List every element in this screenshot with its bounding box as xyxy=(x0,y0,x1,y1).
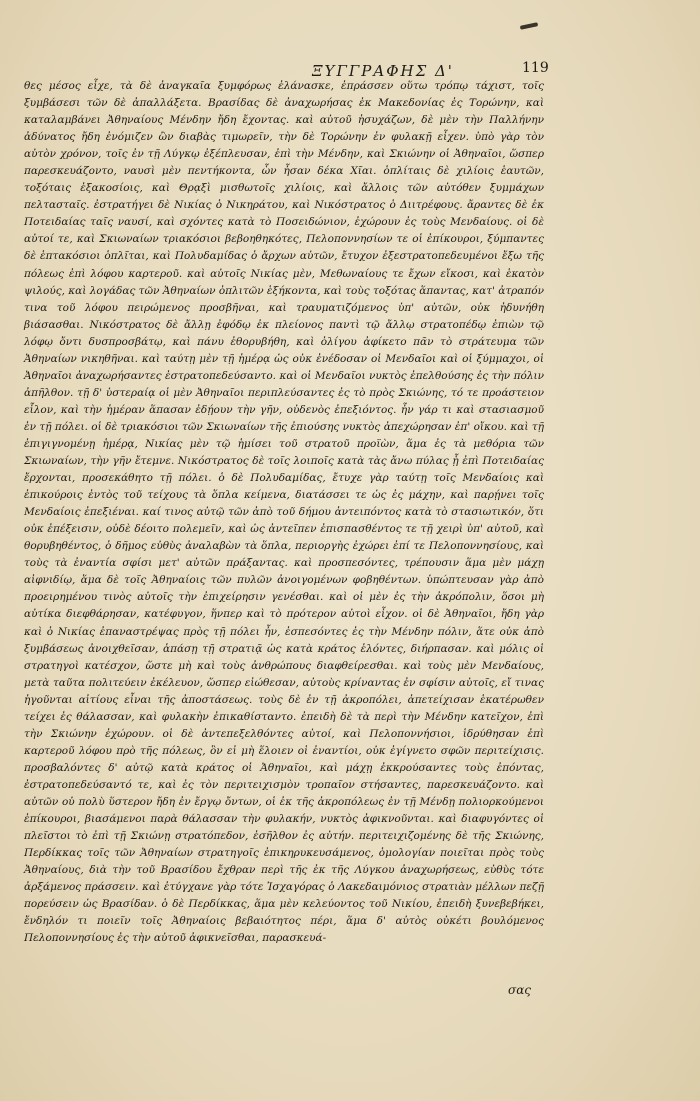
ink-mark xyxy=(520,22,538,30)
catchword: σας xyxy=(508,983,532,997)
running-title: ΞΥΓΓΡΑΦΗΣ Δ' xyxy=(312,62,454,80)
page-number: 119 xyxy=(522,60,549,76)
body-text: θες μέσος εἶχε, τὰ δὲ ἀναγκαῖα ξυμφόρως ἐλάνασκε, ἐπράσσεν οὕτω τρόπῳ τάχιστ, τοῖς ξυμβάσεσι τῶν δὲ ἀπαλλάξετα. Βρασίδας δὲ ἀναχωρήσας ἐκ Μακεδονίας ἐς Τορώνην, καὶ καταλαμβάνει Ἀθηναίους Μένδην ἤδη ἔχοντας. καὶ αὐτοῦ ἡσυχάζων, δὲ μὲν τὴν Παλλήνην ἀδύνατος ἤδη ἐνόμιζεν ὢν διαβὰς τιμωρεῖν, τὴν δὲ Τορώνην ἐν φυλακῇ εἶχεν. ὑπὸ γὰρ τὸν αὐτὸν χρόνον, τοῖς ἐν τῇ Λύγκῳ ἐξέπλευσαν, ἐπὶ τὴν Μένδην, καὶ Σκιώνην οἱ Ἀθηναῖοι, ὥσπερ παρεσκευάζοντο, ναυσὶ μὲν πεντήκοντα, ὧν ἦσαν δέκα Χῖαι. ὁπλίταις δὲ χιλίοις ἑαυτῶν, τοξόταις ἑξακοσίοις, καὶ Θρᾳξὶ μισθωτοῖς χιλίοις, καὶ ἄλλοις τῶν αὐτόθεν ξυμμάχων πελτασταῖς. ἐστρατήγει δὲ Νικίας ὁ Νικηράτου, καὶ Νικόστρατος ὁ Διιτρέφους. ἄραντες δὲ ἐκ Ποτειδαίας ταῖς ναυσί, καὶ σχόντες κατὰ τὸ Ποσειδώνιον, ἐχώρουν ἐς τοὺς Μενδαίους. οἱ δὲ αὐτοί τε, καὶ Σκιωναίων τριακόσιοι βεβοηθηκότες, Πελοποννησίων τε οἱ ἐπίκουροι, ξύμπαντες δὲ ἑπτακόσιοι ὁπλῖται, καὶ Πολυδαμίδας ὁ ἄρχων αὐτῶν, ἔτυχον ἐξεστρατοπεδευμένοι ἔξω τῆς πόλεως ἐπὶ λόφου καρτεροῦ. καὶ αὐτοῖς Νικίας μὲν, Μεθωναίους τε ἔχων εἴκοσι, καὶ ἑκατὸν ψιλούς, καὶ λογάδας τῶν Ἀθηναίων ὁπλιτῶν ἑξήκοντα, καὶ τοὺς τοξότας ἅπαντας, κατ' ἀτραπόν τινα τοῦ λόφου πειρώμενος προσβῆναι, καὶ τραυματιζόμενος ὑπ' αὐτῶν, οὐκ ἠδυνήθη βιάσασθαι. Νικόστρατος δὲ ἄλλῃ ἐφόδῳ ἐκ πλείονος παντὶ τῷ ἄλλῳ στρατοπέδῳ ἐπιὼν τῷ λόφῳ ὄντι δυσπροσβάτῳ, καὶ πάνυ ἐθορυβήθη, καὶ ὀλίγου ἀφίκετο πᾶν τὸ στράτευμα τῶν Ἀθηναίων νικηθῆναι. καὶ ταύτῃ μὲν τῇ ἡμέρᾳ ὡς οὐκ ἐνέδοσαν οἱ Μενδαῖοι καὶ οἱ ξύμμαχοι, οἱ Ἀθηναῖοι ἀναχωρήσαντες ἐστρατοπεδεύσαντο. καὶ οἱ Μενδαῖοι νυκτὸς ἐπελθούσης ἐς τὴν πόλιν ἀπῆλθον. τῇ δ' ὑστεραίᾳ οἱ μὲν Ἀθηναῖοι περιπλεύσαντες ἐς τὸ πρὸς Σκιώνης, τό τε προάστειον εἷλον, καὶ τὴν ἡμέραν ἅπασαν ἐδῄουν τὴν γῆν, οὐδενὸς ἐπεξιόντος. ἦν γάρ τι καὶ στασιασμοῦ ἐν τῇ πόλει. οἱ δὲ τριακόσιοι τῶν Σκιωναίων τῆς ἐπιούσης νυκτὸς ἀπεχώρησαν ἐπ' οἴκου. καὶ τῇ ἐπιγιγνομένῃ ἡμέρᾳ, Νικίας μὲν τῷ ἡμίσει τοῦ στρατοῦ προϊὼν, ἅμα ἐς τὰ μεθόρια τῶν Σκιωναίων, τὴν γῆν ἔτεμνε. Νικόστρατος δὲ τοῖς λοιποῖς κατὰ τὰς ἄνω πύλας ᾗ ἐπὶ Ποτειδαίας ἔρχονται, προσεκάθητο τῇ πόλει. ὁ δὲ Πολυδαμίδας, ἔτυχε γὰρ ταύτῃ τοῖς Μενδαίοις καὶ ἐπικούροις ἐντὸς τοῦ τείχους τὰ ὅπλα κείμενα, διατάσσει τε ὡς ἐς μάχην, καὶ παρῄνει τοῖς Μενδαίοις ἐπεξιέναι. καί τινος αὐτῷ τῶν ἀπὸ τοῦ δήμου ἀντειπόντος κατὰ τὸ στασιωτικόν, ὅτι οὐκ ἐπέξεισιν, οὐδὲ δέοιτο πολεμεῖν, καὶ ὡς ἀντεῖπεν ἐπισπασθέντος τε τῇ χειρὶ ὑπ' αὐτοῦ, καὶ θορυβηθέντος, ὁ δῆμος εὐθὺς ἀναλαβὼν τὰ ὅπλα, περιοργὴς ἐχώρει ἐπί τε Πελοποννησίους, καὶ τοὺς τὰ ἐναντία σφίσι μετ' αὐτῶν πράξαντας. καὶ προσπεσόντες, τρέπουσιν ἅμα μὲν μάχῃ αἰφνιδίῳ, ἅμα δὲ τοῖς Ἀθηναίοις τῶν πυλῶν ἀνοιγομένων φοβηθέντων. ὑπώπτευσαν γὰρ ἀπὸ προειρημένου τινὸς αὐτοῖς τὴν ἐπιχείρησιν γενέσθαι. καὶ οἱ μὲν ἐς τὴν ἀκρόπολιν, ὅσοι μὴ αὐτίκα διεφθάρησαν, κατέφυγον, ἥνπερ καὶ τὸ πρότερον αὐτοὶ εἶχον. οἱ δὲ Ἀθηναῖοι, ἤδη γὰρ καὶ ὁ Νικίας ἐπαναστρέψας πρὸς τῇ πόλει ἦν, ἐσπεσόντες ἐς τὴν Μένδην πόλιν, ἅτε οὐκ ἀπὸ ξυμβάσεως ἀνοιχθεῖσαν, ἁπάσῃ τῇ στρατιᾷ ὡς κατὰ κράτος ἑλόντες, διήρπασαν. καὶ μόλις οἱ στρατηγοὶ κατέσχον, ὥστε μὴ καὶ τοὺς ἀνθρώπους διαφθείρεσθαι. καὶ τοὺς μὲν Μενδαίους, μετὰ ταῦτα πολιτεύειν ἐκέλευον, ὥσπερ εἰώθεσαν, αὐτοὺς κρίναντας ἐν σφίσιν αὐτοῖς, εἴ τινας ἡγοῦνται αἰτίους εἶναι τῆς ἀποστάσεως. τοὺς δὲ ἐν τῇ ἀκροπόλει, ἀπετείχισαν ἑκατέρωθεν τείχει ἐς θάλασσαν, καὶ φυλακὴν ἐπικαθίσταντο. ἐπειδὴ δὲ τὰ περὶ τὴν Μένδην κατεῖχον, ἐπὶ τὴν Σκιώνην ἐχώρουν. οἱ δὲ ἀντεπεξελθόντες αὐτοί, καὶ Πελοποννήσιοι, ἱδρύθησαν ἐπὶ καρτεροῦ λόφου πρὸ τῆς πόλεως, ὃν εἰ μὴ ἕλοιεν οἱ ἐναντίοι, οὐκ ἐγίγνετο σφῶν περιτείχισις. προσβαλόντες δ' αὐτῷ κατὰ κράτος οἱ Ἀθηναῖοι, καὶ μάχῃ ἐκκρούσαντες τοὺς ἐπόντας, ἐστρατοπεδεύσαντό τε, καὶ ἐς τὸν περιτειχισμὸν τροπαῖον στήσαντες, παρεσκευάζοντο. καὶ αὐτῶν οὐ πολὺ ὕστερον ἤδη ἐν ἔργῳ ὄντων, οἱ ἐκ τῆς ἀκροπόλεως ἐν τῇ Μένδῃ πολιορκούμενοι ἐπίκουροι, βιασάμενοι παρὰ θάλασσαν τὴν φυλακήν, νυκτὸς ἀφικνοῦνται. καὶ διαφυγόντες οἱ πλεῖστοι τὸ ἐπὶ τῇ Σκιώνῃ στρατόπεδον, ἐσῆλθον ἐς αὐτήν. περιτειχιζομένης δὲ τῆς Σκιώνης, Περδίκκας τοῖς τῶν Ἀθηναίων στρατηγοῖς ἐπικηρυκευσάμενος, ὁμολογίαν ποιεῖται πρὸς τοὺς Ἀθηναίους, διὰ τὴν τοῦ Βρασίδου ἔχθραν περὶ τῆς ἐκ τῆς Λύγκου ἀναχωρήσεως, εὐθὺς τότε ἀρξάμενος πράσσειν. καὶ ἐτύγχανε γὰρ τότε Ἰσχαγόρας ὁ Λακεδαιμόνιος στρατιὰν μέλλων πεζῇ πορεύσειν ὡς Βρασίδαν. ὁ δὲ Περδίκκας, ἅμα μὲν κελεύοντος τοῦ Νικίου, ἐπειδὴ ξυνεβεβήκει, ἔνδηλόν τι ποιεῖν τοῖς Ἀθηναίοις βεβαιότητος πέρι, ἅμα δ' αὐτὸς οὐκέτι βουλόμενος Πελοποννησίους ἐς τὴν αὐτοῦ ἀφικνεῖσθαι, παρασκευά- xyxy=(24,80,545,945)
